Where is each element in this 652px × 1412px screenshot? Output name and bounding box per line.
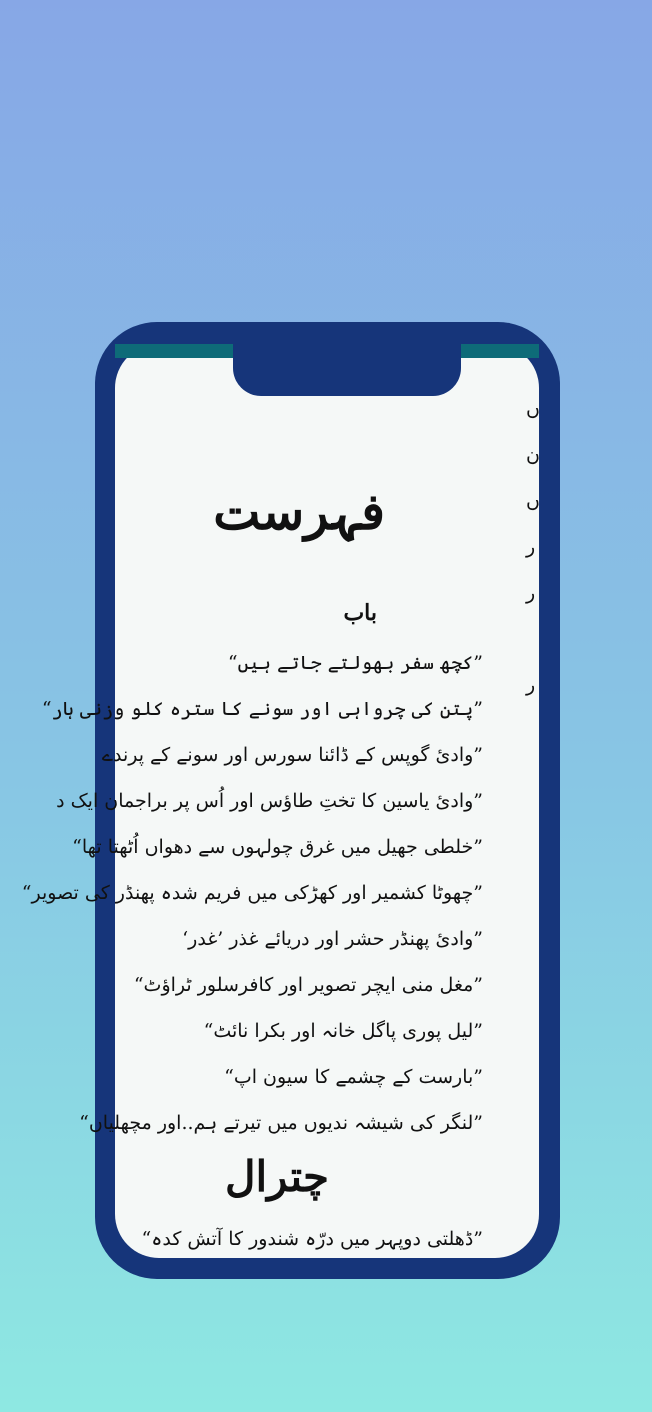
toc-item: ”وادیٔ پھنڈر حشر اور دریائے غذر ’غدر‘: [182, 928, 483, 950]
section-item: ”ڈھلتی دوپہر میں درّہ شندور کا آتش کدہ“: [141, 1228, 483, 1250]
edge-fragment: ں: [526, 398, 540, 420]
book-page-image: [21, 344, 539, 1258]
toc-item: ”کچھ سفر بھولتے جاتے ہیں“: [227, 652, 483, 674]
toc-item: ”مغل منی ایچر تصویر اور کافرسلور ٹراؤٹ“: [133, 974, 483, 996]
page-title: فہرست: [213, 482, 385, 541]
edge-fragment: ر: [526, 536, 536, 558]
table-of-contents: [22, 640, 483, 1146]
toc-item: ”چھوٹا کشمیر اور کھڑکی میں فریم شدہ پھنڈر کی تصویر“: [21, 882, 483, 904]
phone-frame: [21, 322, 560, 1279]
toc-item: ”بارست کے چشمے کا سیون اپ“: [224, 1066, 483, 1088]
section-title: چترال: [225, 1152, 329, 1201]
toc-item: ”وادیٔ گوپس کے ڈائنا سورس اور سونے کے پرندے: [101, 744, 483, 766]
edge-fragment: ر: [526, 582, 536, 604]
phone-notch: [233, 344, 461, 396]
toc-item: ”لیل پوری پاگل خانہ اور بکرا نائٹ“: [203, 1020, 483, 1042]
phone-screen: [21, 344, 539, 1258]
toc-item: ”خلطی جھیل میں غرق چولہوں سے دھواں اُٹھتا تھا“: [72, 836, 483, 858]
chapter-label: باب: [343, 600, 377, 626]
toc-item: ”پتن کی چرواہی اور سونے کا سترہ کلو وزنی ہار“: [41, 698, 483, 720]
edge-fragment: ر: [526, 674, 536, 696]
edge-fragment: ن: [526, 444, 540, 466]
toc-item: ”وادیٔ یاسین کا تختِ طاؤس اور اُس پر براجمان ایک د: [56, 790, 483, 812]
edge-fragment: ں: [526, 490, 540, 512]
edge-fragments: [526, 386, 546, 708]
toc-item: ”لنگر کی شیشہ ندیوں میں تیرتے ہم..اور مچھلیاں“: [79, 1112, 483, 1134]
